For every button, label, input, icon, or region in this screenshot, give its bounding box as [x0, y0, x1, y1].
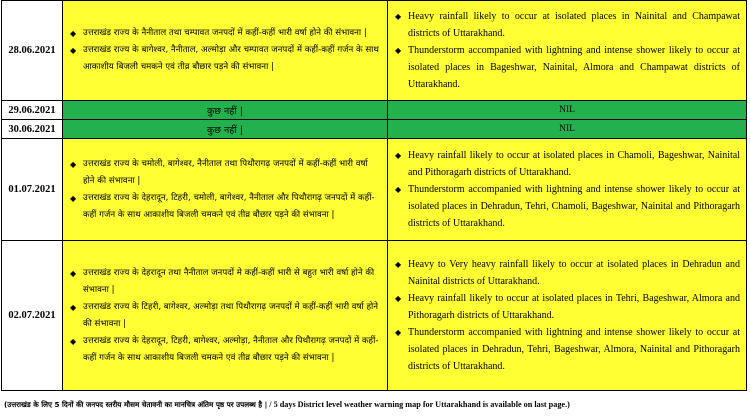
bullet-icon: ◆	[70, 193, 77, 203]
list-item: ◆ उत्तराखंड राज्य के देहरादून, टिहरी, चमोली, बागेश्वर, नैनीताल और पिथौरागढ़ जनपदों में कहीं-कहीं गर्जन के साथ आकाशीय बिजली चमकने एवं तीव्र बौछार पड़ने की संभावना |	[69, 190, 381, 224]
nil-english-cell: NIL	[388, 120, 747, 139]
bullet-icon: ◆	[395, 46, 402, 55]
bullet-icon: ◆	[70, 268, 77, 278]
bullet-icon: ◆	[70, 29, 77, 38]
date-cell: 01.07.2021	[2, 139, 63, 241]
footer-english: / 5 days District level weather warning map for Uttarakhand is available on last page.)	[267, 400, 570, 409]
nil-hindi-cell: कुछ नहीं |	[63, 101, 388, 120]
list-item: ◆ उत्तराखंड राज्य के नैनीताल तथा चम्पावत जनपदों में कहीं-कहीं भारी वर्षा होने की संभावना |	[69, 25, 381, 42]
bullet-icon: ◆	[70, 159, 77, 169]
list-item: ◆ Thunderstorm accompanied with lightning and intense shower likely to occur at isolated places in Dehradun, Tehri, Chamoli, Bageshwar, Nainital and Pithoragarh districts of Uttarakhand.	[394, 181, 740, 232]
footer-note	[4, 400, 744, 410]
english-warning-cell	[388, 1, 747, 101]
bullet-icon: ◆	[395, 151, 402, 160]
hindi-warning-cell	[63, 1, 388, 101]
warning-table	[1, 0, 747, 391]
bullet-icon: ◆	[70, 336, 77, 346]
list-item: ◆ Heavy to Very heavy rainfall likely to occur at isolated places in Dehradun and Nainital districts of Uttarakhand.	[394, 256, 740, 290]
date-cell: 02.07.2021	[2, 241, 63, 391]
bullet-icon: ◆	[395, 328, 402, 337]
table-row	[2, 1, 747, 101]
bullet-icon: ◆	[395, 294, 402, 303]
table-row	[2, 139, 747, 241]
list-item: ◆ उत्तराखंड राज्य के बागेश्वर, नैनीताल, अल्मोड़ा और चम्पावत जनपदों में कहीं-कहीं गर्जन के साथ आकाशीय बिजली चमकने एवं तीव्र बौछार पड़ने की संभावना |	[69, 42, 381, 76]
list-item: ◆ उत्तराखंड राज्य के चमोली, बागेश्वर, नैनीताल तथा पिथौरागढ़ जनपदों में कहीं-कहीं भारी वर्षा होने की संभावना |	[69, 156, 381, 190]
list-item: ◆ Heavy rainfall likely to occur at isolated places in Chamoli, Bageshwar, Nainital and Pithoragarh districts of Uttarakhand.	[394, 147, 740, 181]
list-item: ◆ Heavy rainfall likely to occur at isolated places in Nainital and Champawat districts of Uttarakhand.	[394, 8, 740, 42]
nil-hindi-cell: कुछ नहीं |	[63, 120, 388, 139]
hindi-warning-cell	[63, 139, 388, 241]
english-warning-cell	[388, 241, 747, 391]
nil-english-cell: NIL	[388, 101, 747, 120]
bullet-icon: ◆	[70, 302, 77, 312]
list-item: ◆ Thunderstorm accompanied with lightning and intense shower likely to occur at isolated places in Dehradun, Tehri, Bageshwar, Almora, Nainital and Pithoragarh districts of Uttarakhand.	[394, 324, 740, 375]
english-warning-cell	[388, 139, 747, 241]
list-item: ◆ उत्तराखंड राज्य के देहरादून, टिहरी, बागेश्वर, अल्मोड़ा, नैनीताल और पिथौरागढ़ जनपदों में कहीं-कहीं गर्जन के साथ आकाशीय बिजली चमकने एवं तीव्र बौछार पड़ने की संभावना |	[69, 333, 381, 367]
table-row	[2, 120, 747, 139]
list-item: ◆ उत्तराखंड राज्य के टिहरी, बागेश्वर, अल्मोड़ा तथा पिथौरागढ़ जनपदों मे कहीं-कहीं भारी वर्षा होने की संभावना |	[69, 299, 381, 333]
list-item: ◆ उत्तराखंड राज्य के देहरादून तथा नैनीताल जनपदों मे कहीं-कहीं भारी से बहुत भारी वर्षा होने की संभावना |	[69, 265, 381, 299]
footer-hindi: (उत्तराखंड के लिए 5 दिनों की जनपद स्तरीय मौसम चेतावनी का मानचित्र अंतिम पृष्ठ पर उपलब्ध है |	[4, 400, 268, 409]
bullet-icon: ◆	[395, 260, 402, 269]
date-cell: 28.06.2021	[2, 1, 63, 101]
list-item: ◆ Thunderstorm accompanied with lightning and intense shower likely to occur at isolated places in Bageshwar, Nainital, Almora and Champawat districts of Uttarakhand.	[394, 42, 740, 93]
date-cell: 30.06.2021	[2, 120, 63, 139]
list-item: ◆ Heavy rainfall likely to occur at isolated places in Tehri, Bageshwar, Almora and Pithoragarh districts of Uttarakhand.	[394, 290, 740, 324]
bullet-icon: ◆	[70, 46, 77, 55]
bullet-icon: ◆	[395, 185, 402, 194]
table-row	[2, 241, 747, 391]
bullet-icon: ◆	[395, 12, 402, 21]
hindi-warning-cell	[63, 241, 388, 391]
date-cell: 29.06.2021	[2, 101, 63, 120]
table-row	[2, 101, 747, 120]
